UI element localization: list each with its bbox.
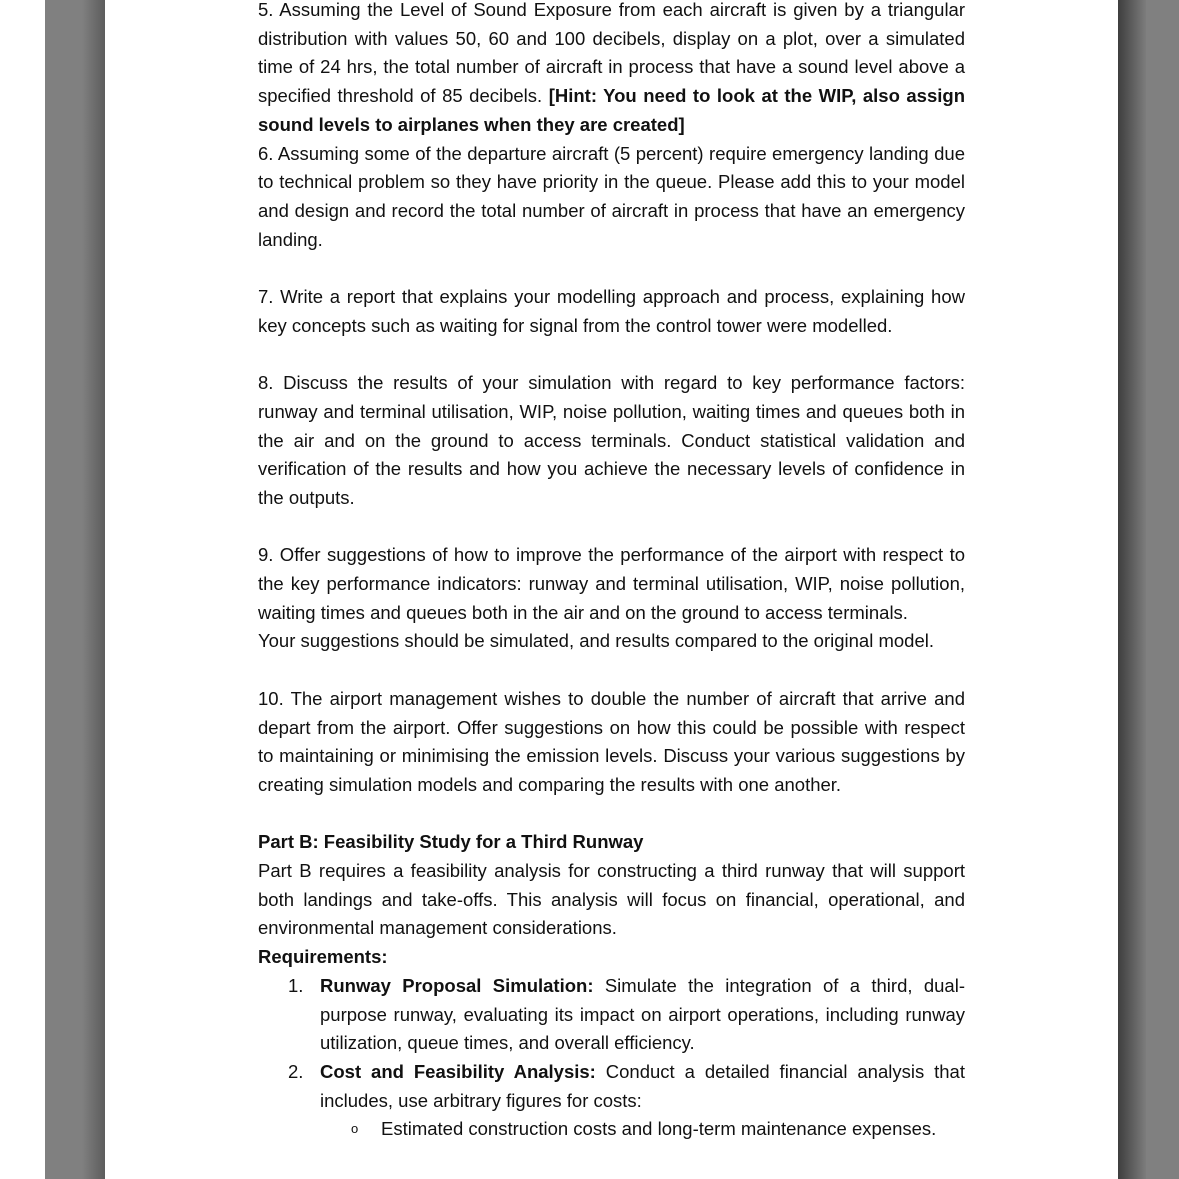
- page-shadow-right: [1118, 0, 1146, 1179]
- paragraph-gap: [258, 513, 965, 542]
- sub-bullet-text: Estimated construction costs and long-term maintenance expenses.: [381, 1118, 937, 1140]
- requirement-number: 2.: [288, 1060, 304, 1082]
- paragraph-gap: [258, 800, 965, 829]
- question-8: 8. Discuss the results of your simulation with regard to key performance factors: runway and terminal utilisation, WIP, noise pollution, waiting times and queues both in the air and on the ground to access terminals. Conduct statistical validation and verification of the results and how you achieve the necessary levels of confidence in the outputs.: [258, 372, 965, 508]
- question-5: [258, 0, 965, 140]
- page-content: [258, 0, 965, 1144]
- question-5-hint: [Hint: You need to look at the WIP, also assign sound levels to airplanes when they are created]: [258, 85, 966, 135]
- paragraph-gap: [258, 656, 965, 685]
- question-10: 10. The airport management wishes to double the number of aircraft that arrive and depart from the airport. Offer suggestions on how this could be possible with respect to maintaining or minimising the emission levels. Discuss your various suggestions by creating simulation models and comparing the results with one another.: [258, 687, 965, 795]
- requirements-list: [258, 972, 965, 1116]
- question-5-text: 5. Assuming the Level of Sound Exposure from each aircraft is given by a triangular distribution with values 50, 60 and 100 decibels, display on a plot, over a simulated time of 24 hrs, the total number of aircraft in process that have a sound level above a specified threshold of 85 decibels.: [258, 0, 965, 107]
- question-9: 9. Offer suggestions of how to improve the performance of the airport with respect to the key performance indicators: runway and terminal utilisation, WIP, noise pollution, waiting times and queues both in the air and on the ground to access terminals.: [258, 544, 965, 623]
- page-shadow-left: [82, 0, 106, 1179]
- requirement-text: Conduct a detailed financial analysis that includes, use arbitrary figures for costs:: [320, 1060, 965, 1111]
- requirement-title: Runway Proposal Simulation:: [320, 974, 594, 996]
- requirement-item: [258, 972, 965, 1058]
- requirements-label: Requirements:: [258, 946, 388, 968]
- requirement-number: 1.: [288, 974, 304, 996]
- part-b-heading: Part B: Feasibility Study for a Third Runway: [258, 831, 644, 853]
- question-7: 7. Write a report that explains your modelling approach and process, explaining how key concepts such as waiting for signal from the control tower were modelled.: [258, 286, 965, 336]
- sub-bullet-item: [258, 1115, 965, 1144]
- document-page: [105, 0, 1118, 1179]
- part-b-intro: Part B requires a feasibility analysis for constructing a third runway that will support both landings and take-offs. This analysis will focus on financial, operational, and environmental management considerations.: [258, 860, 965, 939]
- paragraph-gap: [258, 340, 965, 369]
- requirement-title: Cost and Feasibility Analysis:: [320, 1060, 596, 1082]
- question-9-followup: Your suggestions should be simulated, and results compared to the original model.: [258, 630, 934, 652]
- requirement-text: Simulate the integration of a third, dual-purpose runway, evaluating its impact on airport operations, including runway utilization, queue times, and overall efficiency.: [320, 974, 965, 1054]
- hollow-bullet-icon: o: [351, 1121, 359, 1137]
- requirement-item: [258, 1058, 965, 1115]
- paragraph-gap: [258, 254, 965, 283]
- question-6: 6. Assuming some of the departure aircraft (5 percent) require emergency landing due to technical problem so they have priority in the queue. Please add this to your model and design and record the total number of aircraft in process that have an emergency landing.: [258, 142, 965, 250]
